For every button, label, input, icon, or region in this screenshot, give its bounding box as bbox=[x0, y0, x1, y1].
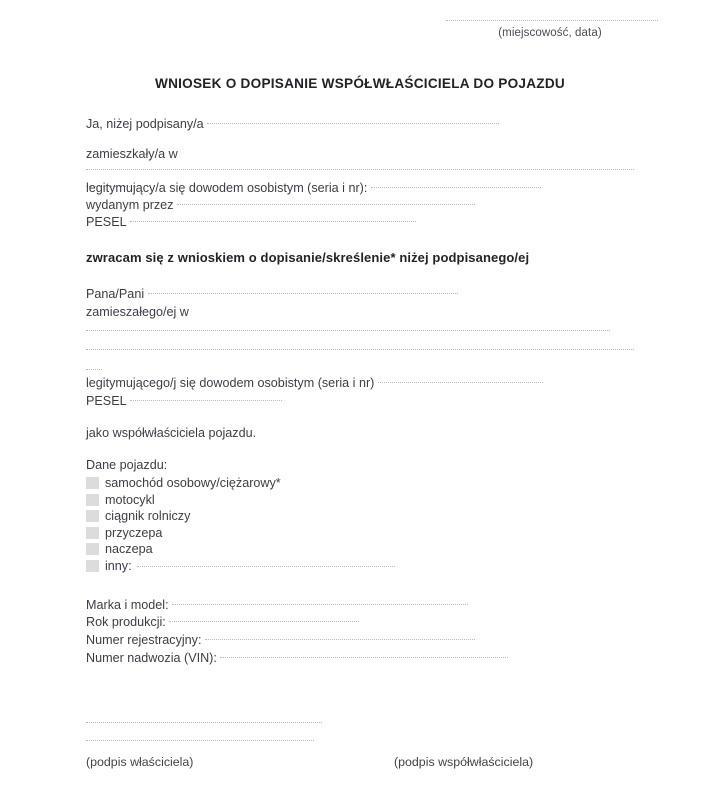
vehicle-type-label: inny: bbox=[105, 558, 132, 573]
coowner-pesel-label: PESEL bbox=[86, 394, 127, 408]
vehicle-type-option-semitrailer[interactable] bbox=[86, 541, 395, 558]
signature-rule-bottom bbox=[86, 740, 314, 741]
coowner-id-line bbox=[86, 375, 543, 392]
vehicle-type-label: ciągnik rolniczy bbox=[105, 509, 191, 523]
checkbox-icon[interactable] bbox=[86, 494, 99, 506]
vehicle-section-label: Dane pojazdu: bbox=[86, 458, 168, 472]
coowner-title-fill bbox=[148, 292, 458, 294]
owner-signature-caption: (podpis właściciela) bbox=[86, 755, 194, 769]
applicant-residence-rule-1 bbox=[86, 169, 634, 170]
coowner-pesel-line bbox=[86, 393, 282, 410]
vehicle-field-year bbox=[86, 614, 359, 631]
coowner-residence-rule-1 bbox=[86, 330, 610, 331]
coowner-title-label: Pana/Pani bbox=[86, 287, 145, 301]
applicant-residence-label: zamieszkały/a w bbox=[86, 147, 178, 161]
coowner-residence-label: zamieszałego/ej w bbox=[86, 305, 189, 319]
vehicle-type-list bbox=[86, 475, 395, 574]
vehicle-field-label: Numer nadwozia (VIN): bbox=[86, 651, 217, 665]
coowner-pesel-fill bbox=[130, 399, 282, 401]
coowner-role-line: jako współwłaściciela pojazdu. bbox=[86, 426, 257, 440]
vehicle-field-make-model bbox=[86, 597, 468, 614]
applicant-pesel-fill bbox=[130, 220, 416, 222]
vehicle-field-label: Marka i model: bbox=[86, 598, 169, 612]
vehicle-type-label: przyczepa bbox=[105, 525, 163, 540]
vehicle-type-label: motocykl bbox=[105, 492, 155, 507]
checkbox-icon[interactable] bbox=[86, 543, 99, 555]
vehicle-type-other-fill bbox=[137, 565, 395, 567]
coowner-id-fill bbox=[378, 381, 543, 383]
vehicle-field-fill bbox=[172, 603, 468, 605]
coowner-signature-caption: (podpis współwłaściciela) bbox=[394, 755, 534, 769]
vehicle-field-fill bbox=[169, 620, 359, 622]
vehicle-field-plate bbox=[86, 632, 475, 649]
place-date-block bbox=[440, 20, 660, 39]
vehicle-type-label: naczepa bbox=[105, 542, 153, 556]
applicant-issuer-line bbox=[86, 197, 475, 214]
coowner-id-label: legitymującego/j się dowodem osobistym (seria i nr) bbox=[86, 376, 375, 390]
coowner-residence-rule-3 bbox=[86, 369, 102, 370]
vehicle-type-option-motorcycle[interactable] bbox=[86, 492, 395, 509]
vehicle-field-fill bbox=[205, 638, 475, 640]
place-date-rule bbox=[446, 20, 658, 21]
applicant-id-fill bbox=[371, 186, 541, 188]
applicant-pesel-label: PESEL bbox=[86, 215, 127, 229]
vehicle-type-option-trailer[interactable] bbox=[86, 525, 395, 542]
checkbox-icon[interactable] bbox=[86, 477, 99, 489]
applicant-id-line bbox=[86, 180, 541, 197]
coowner-residence-rule-2 bbox=[86, 349, 634, 350]
signature-rule-top bbox=[86, 722, 322, 723]
applicant-signed-label: Ja, niżej podpisany/a bbox=[86, 117, 204, 131]
place-date-caption: (miejscowość, data) bbox=[498, 27, 602, 39]
checkbox-icon[interactable] bbox=[86, 527, 99, 539]
vehicle-field-label: Numer rejestracyjny: bbox=[86, 633, 202, 647]
vehicle-type-option-other[interactable] bbox=[86, 558, 395, 575]
applicant-signed-line bbox=[86, 116, 499, 133]
vehicle-field-fill bbox=[220, 656, 508, 658]
vehicle-field-label: Rok produkcji: bbox=[86, 615, 166, 629]
applicant-issuer-label: wydanym przez bbox=[86, 198, 174, 212]
page-title: WNIOSEK O DOPISANIE WSPÓŁWŁAŚCICIELA DO POJAZDU bbox=[154, 76, 565, 91]
vehicle-type-label: samochód osobowy/ciężarowy* bbox=[105, 476, 281, 490]
vehicle-field-vin bbox=[86, 650, 508, 667]
applicant-residence-line bbox=[86, 146, 178, 163]
coowner-residence-line bbox=[86, 304, 189, 321]
checkbox-icon[interactable] bbox=[86, 560, 99, 572]
checkbox-icon[interactable] bbox=[86, 510, 99, 522]
request-statement: zwracam się z wnioskiem o dopisanie/skreślenie* niżej podpisanego/ej bbox=[86, 250, 530, 265]
applicant-pesel-line bbox=[86, 214, 416, 231]
applicant-id-label: legitymujący/a się dowodem osobistym (seria i nr): bbox=[86, 181, 368, 195]
vehicle-type-option-car[interactable] bbox=[86, 475, 395, 492]
applicant-signed-fill bbox=[207, 122, 499, 124]
signature-rules bbox=[86, 722, 322, 741]
coowner-title-line bbox=[86, 286, 458, 303]
vehicle-type-option-tractor[interactable] bbox=[86, 508, 395, 525]
applicant-issuer-fill bbox=[177, 203, 475, 205]
